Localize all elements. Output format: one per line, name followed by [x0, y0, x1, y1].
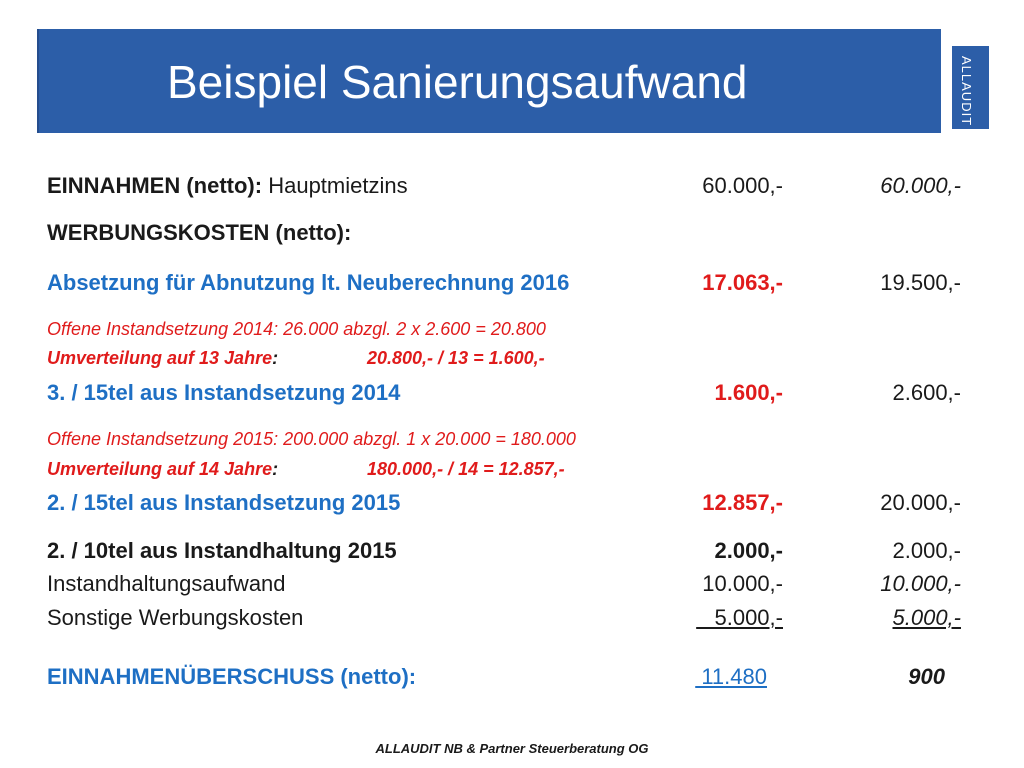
allaudit-logo [952, 46, 989, 129]
logo-text: ALLAUDIT [959, 56, 974, 127]
row-instandsetzung-2015 [47, 490, 967, 520]
value-col1: 17.063,- [702, 270, 783, 295]
value-col2: 900 [908, 664, 945, 689]
row-note-2014 [47, 319, 967, 349]
umverteilung-label: Umverteilung auf 14 Jahre [47, 459, 273, 479]
row-afa [47, 270, 967, 300]
row-werbungskosten [47, 220, 967, 250]
value-col1: 1.600,- [714, 380, 783, 405]
umverteilung-label: Umverteilung auf 13 Jahre [47, 348, 273, 368]
footer: ALLAUDIT NB & Partner Steuerberatung OG [375, 741, 649, 756]
value-col2: 5.000,- [892, 605, 961, 630]
value-col2: 60.000,- [880, 173, 961, 198]
value-col1: 5.000,- [696, 605, 783, 630]
row-label: Offene Instandsetzung 2014: 26.000 abzgl. 2 x 2.600 = 20.800 [47, 319, 546, 339]
row-label [47, 459, 278, 480]
calc-text: 180.000,- / 14 = 12.857,- [367, 459, 565, 479]
row-label: 2. / 10tel aus Instandhaltung 2015 [47, 538, 397, 563]
row-label: 2. / 15tel aus Instandsetzung 2015 [47, 490, 401, 515]
umverteilung-colon: : [272, 459, 279, 479]
value-col1: 2.000,- [714, 538, 783, 563]
row-einnahmen [47, 173, 967, 203]
row-label: Absetzung für Abnutzung lt. Neuberechnung 2016 [47, 270, 570, 295]
value-col2: 10.000,- [880, 571, 961, 596]
row-label: 3. / 15tel aus Instandsetzung 2014 [47, 380, 401, 405]
value-col2: 20.000,- [880, 490, 961, 515]
value-col1: 10.000,- [702, 571, 783, 596]
row-note-2015 [47, 429, 967, 459]
umverteilung-colon: : [272, 348, 279, 368]
row-umverteilung-2015 [47, 459, 967, 489]
row-instandhaltung-2015 [47, 538, 967, 568]
row-instandsetzung-2014 [47, 380, 967, 410]
value-col2: 2.600,- [892, 380, 961, 405]
row-label [47, 173, 408, 199]
value-col2: 2.000,- [892, 538, 961, 563]
row-instandhaltungsaufwand [47, 571, 967, 601]
value-col1: 11.480 [695, 664, 767, 689]
row-ueberschuss [47, 664, 967, 694]
page-title: Beispiel Sanierungsaufwand [167, 56, 748, 108]
row-label: Sonstige Werbungskosten [47, 605, 304, 630]
title-bar [37, 29, 941, 133]
row-label: EINNAHMENÜBERSCHUSS (netto): [47, 664, 417, 689]
row-label [47, 348, 278, 369]
row-sonstige [47, 605, 967, 635]
row-label: Offene Instandsetzung 2015: 200.000 abzgl. 1 x 20.000 = 180.000 [47, 429, 576, 449]
row-label-text: Hauptmietzins [262, 173, 408, 198]
value-col1: 12.857,- [702, 490, 783, 515]
value-col1: 60.000,- [702, 173, 783, 198]
value-col2: 19.500,- [880, 270, 961, 295]
row-label: WERBUNGSKOSTEN (netto): [47, 220, 352, 245]
calc-text: 20.800,- / 13 = 1.600,- [367, 348, 545, 368]
row-label: Instandhaltungsaufwand [47, 571, 286, 596]
row-label-bold: EINNAHMEN (netto): [47, 173, 263, 198]
row-umverteilung-2014 [47, 348, 967, 378]
